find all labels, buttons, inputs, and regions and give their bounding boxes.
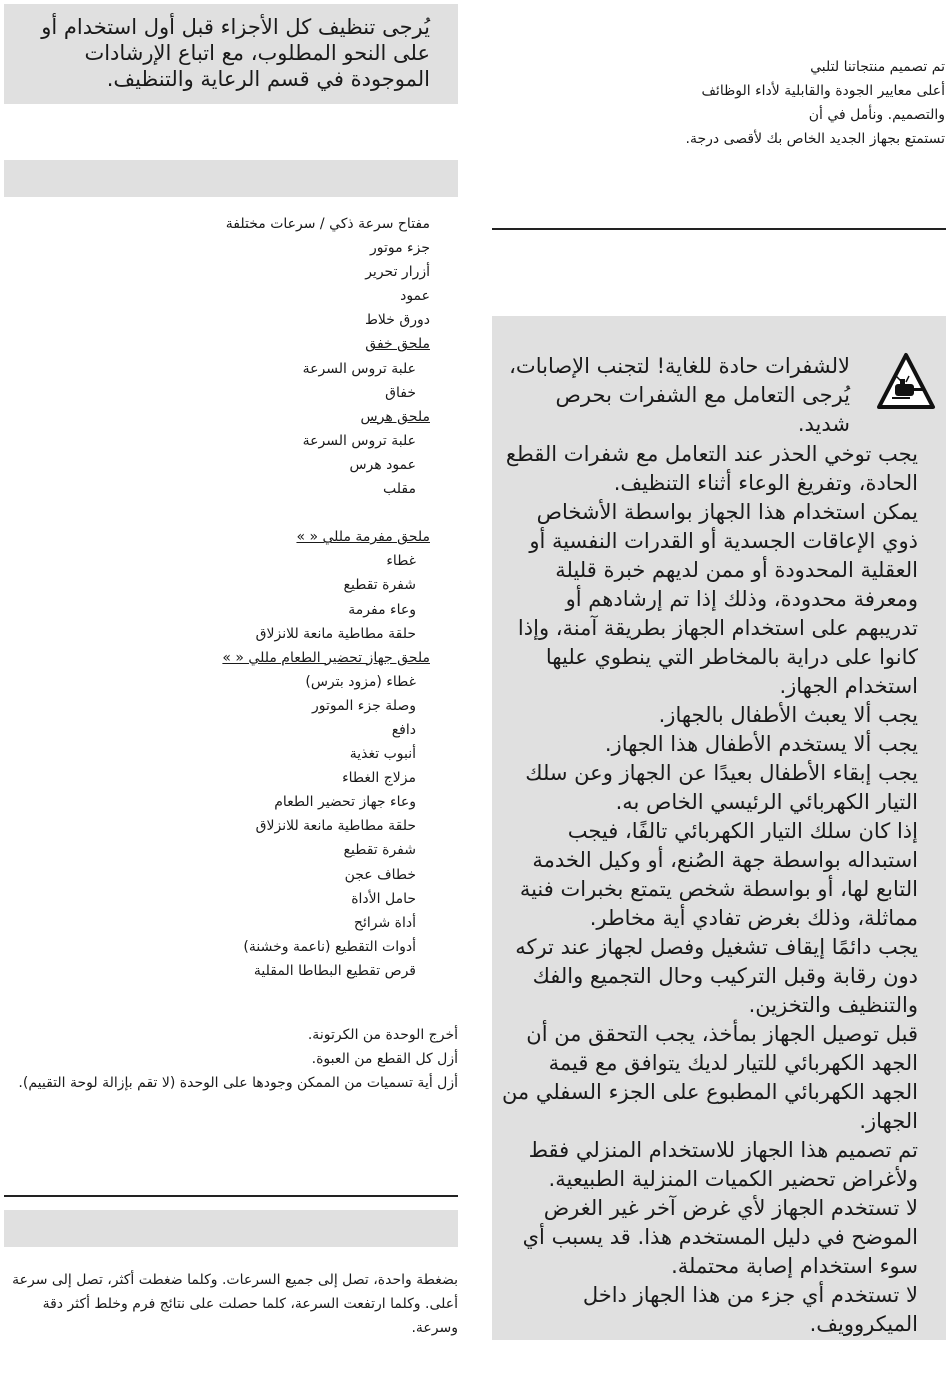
unpack-step: أزل أية تسميات من الممكن وجودها على الوحدة (لا تقم بإزالة لوحة التقييم). bbox=[18, 1075, 458, 1091]
warning-item: إذا كان سلك التيار الكهربائي تالفًا، فيجب استبداله بواسطة جهة الصُنع، أو وكيل الخدمة التابع لها، أو بواسطة شخص يتمتع بخبرات فنية مماثلة، وذلك بغرض تفادي أية مخاطر. bbox=[519, 819, 918, 930]
parts-list-item bbox=[130, 308, 430, 332]
blade-warning-text: لالشفرات حادة للغاية! لتجنب الإصابات، يُرجى التعامل مع الشفرات بحرص شديد. bbox=[509, 354, 850, 436]
parts-group-heading bbox=[130, 332, 430, 356]
part-label: أزرار تحرير bbox=[365, 264, 430, 281]
safety-warnings-box bbox=[492, 316, 946, 1340]
parts-list-item bbox=[130, 935, 430, 959]
unpack-step: أزل كل القطع من العبوة. bbox=[311, 1051, 458, 1067]
speed-text: بضغطة واحدة، تصل إلى جميع السرعات. وكلما ضغطت أكثر، تصل إلى سرعة أعلى. وكلما ارتفعت السرعة، كلما حصلت على نتائج فرم وخلط أكثر دقة وسرعة. bbox=[12, 1272, 458, 1336]
parts-list-item bbox=[130, 212, 430, 236]
parts-list-item bbox=[130, 236, 430, 260]
warnings-list bbox=[498, 440, 918, 1339]
part-label: حلقة مطاطية مانعة للانزلاق bbox=[255, 625, 416, 642]
part-label: ملحق جهاز تحضير الطعام مللي « » bbox=[222, 649, 430, 666]
section-header-band bbox=[4, 1210, 458, 1247]
part-label: عمود هرس bbox=[349, 456, 416, 473]
divider bbox=[492, 228, 946, 230]
part-label: علبة تروس السرعة bbox=[302, 360, 416, 377]
parts-list-item bbox=[130, 670, 430, 694]
parts-list-item bbox=[130, 814, 430, 838]
intro-line: والتصميم. ونأمل في أن bbox=[808, 107, 945, 123]
warning-item: تم تصميم هذا الجهاز للاستخدام المنزلي فقط ولأغراض تحضير الكميات المنزلية الطبيعية. bbox=[528, 1138, 918, 1191]
cleaning-note-text: يُرجى تنظيف كل الأجزاء قبل أول استخدام أو على النحو المطلوب، مع اتباع الإرشادات الموجودة في قسم الرعاية والتنظيف. bbox=[41, 15, 430, 91]
parts-list-item bbox=[130, 357, 430, 381]
parts-list-item bbox=[130, 742, 430, 766]
warning-item: يمكن استخدام هذا الجهاز بواسطة الأشخاص ذوي الإعاقات الجسدية أو القدرات النفسية أو العقلية المحدودة أو ممن لديهم خبرة قليلة ومعرفة محدودة، وذلك إذا تم إرشادهم أو تدريبهم على استخدام الجهاز بطريقة آمنة، وإذا كانوا على دراية بالمخاطر التي ينطوي عليها استخدام الجهاز. bbox=[517, 500, 918, 698]
warning-item: يجب إبقاء الأطفال بعيدًا عن الجهاز وعن سلك التيار الكهربائي الرئيسي الخاص به. bbox=[525, 761, 918, 814]
parts-list-item bbox=[130, 622, 430, 646]
part-label: شفرة تقطيع bbox=[343, 842, 416, 859]
parts-group-heading bbox=[130, 405, 430, 429]
parts-list-item bbox=[130, 598, 430, 622]
speed-description bbox=[8, 1268, 458, 1340]
parts-list-item bbox=[130, 573, 430, 597]
parts-list-item bbox=[130, 887, 430, 911]
part-label: غطاء bbox=[386, 553, 416, 570]
parts-list-item bbox=[130, 260, 430, 284]
part-label: مفتاح سرعة ذكي / سرعات مختلفة bbox=[225, 216, 430, 232]
part-label: أدوات التقطيع (ناعمة وخشنة) bbox=[243, 938, 416, 955]
parts-list-item bbox=[130, 284, 430, 308]
part-label: مزلاج الغطاء bbox=[342, 770, 416, 787]
parts-list-item bbox=[130, 718, 430, 742]
parts-group-heading bbox=[130, 525, 430, 549]
part-label: ملحق خفق bbox=[365, 336, 430, 353]
divider bbox=[4, 1195, 458, 1197]
part-label: وعاء جهاز تحضير الطعام bbox=[274, 794, 416, 811]
warning-item: يجب دائمًا إيقاف تشغيل وفصل لجهاز عند تركه دون رقابة وقبل التركيب وحال التجميع والفك والتنظيف والتخزين. bbox=[515, 935, 918, 1017]
part-label: جزء موتور bbox=[369, 240, 430, 257]
part-label: عمود bbox=[400, 288, 430, 305]
parts-list-item bbox=[130, 429, 430, 453]
part-label: حلقة مطاطية مانعة للانزلاق bbox=[255, 818, 416, 835]
parts-list-item bbox=[130, 549, 430, 573]
parts-list-item bbox=[130, 766, 430, 790]
warning-item: يجب توخي الحذر عند التعامل مع شفرات القطع الحادة، وتفريغ الوعاء أثناء التنظيف. bbox=[505, 442, 918, 495]
warning-item: يجب ألا يعبث الأطفال بالجهاز. bbox=[658, 703, 918, 727]
intro-text bbox=[480, 55, 945, 151]
cut-hand-warning-icon bbox=[876, 351, 936, 413]
part-label: ملحق هرس bbox=[360, 408, 430, 425]
parts-list-item bbox=[130, 453, 430, 477]
parts-list-item bbox=[130, 381, 430, 405]
part-label: ملحق مفرمة مللي « » bbox=[296, 529, 430, 546]
parts-list-item bbox=[130, 911, 430, 935]
parts-list bbox=[130, 212, 430, 983]
intro-line: تستمتع بجهاز الجديد الخاص بك لأقصى درجة. bbox=[685, 131, 945, 147]
section-header-band bbox=[4, 160, 458, 197]
parts-list-item bbox=[130, 838, 430, 862]
part-label: خطاف عجن bbox=[344, 866, 416, 883]
part-label: قرص تقطيع البطاطا المقلية bbox=[253, 962, 416, 979]
parts-list-item bbox=[130, 790, 430, 814]
part-label: أنبوب تغذية bbox=[349, 746, 416, 763]
part-label: حامل الأداة bbox=[351, 890, 416, 907]
warning-item: لا تستخدم الجهاز لأي غرض آخر غير الغرض الموضح في دليل المستخدم هذا. قد يسبب أي سوء استخدام إصابة محتملة. bbox=[522, 1196, 918, 1278]
part-label: دورق خلاط bbox=[364, 312, 430, 329]
part-label: وصلة جزء الموتور bbox=[311, 697, 416, 714]
parts-list-item bbox=[130, 863, 430, 887]
parts-list-item bbox=[130, 501, 430, 525]
intro-line: أعلى معايير الجودة والقابلية لأداء الوظائف bbox=[701, 83, 945, 99]
cleaning-note-box bbox=[4, 4, 458, 104]
part-label: مقلب bbox=[383, 481, 416, 498]
part-label: خفاق bbox=[385, 384, 416, 401]
warning-item: لا تستخدم أي جزء من هذا الجهاز داخل الميكروويف. bbox=[582, 1283, 918, 1336]
warning-item: يجب ألا يستخدم الأطفال هذا الجهاز. bbox=[604, 732, 918, 756]
part-label: غطاء (مزود بترس) bbox=[305, 673, 416, 690]
warning-item: قبل توصيل الجهاز بمأخذ، يجب التحقق من أن الجهد الكهربائي للتيار لديك يتوافق مع قيمة الجهد الكهربائي المطبوع على الجزء السفلي من الجهاز. bbox=[501, 1022, 918, 1133]
part-label: علبة تروس السرعة bbox=[302, 432, 416, 449]
part-label: وعاء مفرمة bbox=[348, 601, 416, 618]
unpacking-instructions bbox=[8, 1023, 458, 1095]
part-label: دافع bbox=[391, 721, 416, 738]
part-label: شفرة تقطيع bbox=[343, 577, 416, 594]
parts-list-item bbox=[130, 477, 430, 501]
parts-list-item bbox=[130, 694, 430, 718]
parts-list-item bbox=[130, 959, 430, 983]
unpack-step: أخرج الوحدة من الكرتونة. bbox=[307, 1027, 458, 1043]
part-label: أداة شرائح bbox=[353, 914, 416, 931]
parts-group-heading bbox=[130, 646, 430, 670]
intro-line: تم تصميم منتجاتنا لتلبي bbox=[810, 59, 945, 75]
